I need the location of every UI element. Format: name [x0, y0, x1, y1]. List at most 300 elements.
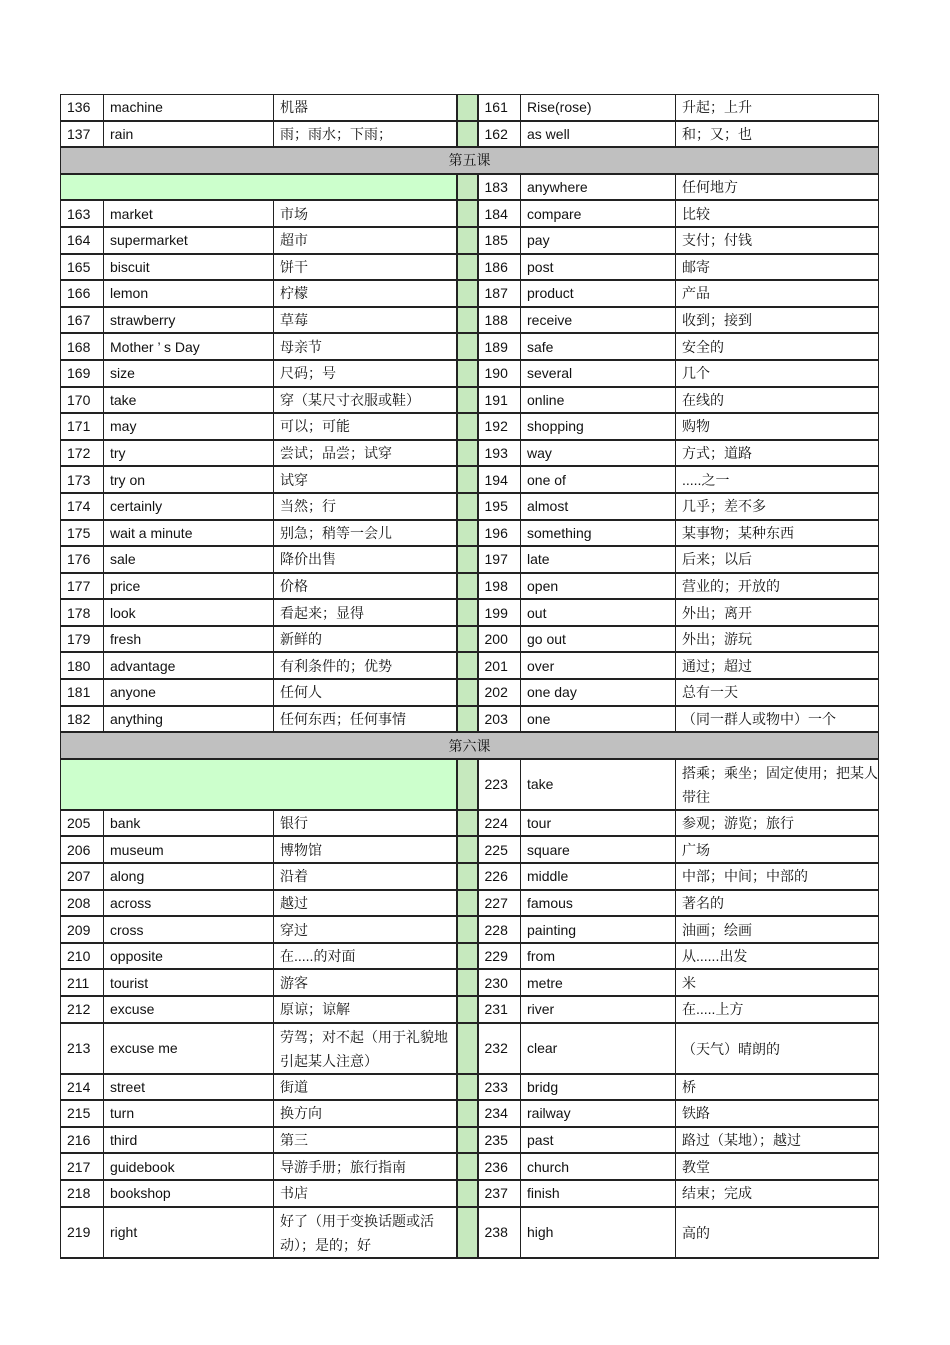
entry-word: go out — [521, 626, 676, 653]
blank-cell — [61, 759, 457, 810]
entry-word: past — [521, 1127, 676, 1154]
entry-word: excuse me — [104, 1023, 274, 1074]
column-separator — [457, 1180, 478, 1207]
lesson-header-row — [61, 732, 879, 759]
entry-meaning: 任何人 — [274, 679, 457, 706]
entry-meaning: 尺码；号 — [274, 360, 457, 387]
entry-word: museum — [104, 836, 274, 863]
table-row — [61, 996, 879, 1023]
entry-meaning: 书店 — [274, 1180, 457, 1207]
column-separator — [457, 520, 478, 547]
entry-word: cross — [104, 916, 274, 943]
entry-num: 203 — [478, 706, 521, 733]
entry-num: 164 — [61, 227, 104, 254]
vocabulary-table-body — [61, 95, 879, 1258]
entry-meaning: 邮寄 — [676, 254, 879, 281]
entry-meaning: 升起；上升 — [676, 95, 879, 121]
entry-meaning: 总有一天 — [676, 679, 879, 706]
column-separator — [457, 280, 478, 307]
entry-word: middle — [521, 863, 676, 890]
entry-meaning: 穿（某尺寸衣服或鞋） — [274, 387, 457, 414]
entry-meaning: 别急；稍等一会儿 — [274, 520, 457, 547]
entry-word: tourist — [104, 969, 274, 996]
column-separator — [457, 1100, 478, 1127]
table-row — [61, 706, 879, 733]
entry-num: 181 — [61, 679, 104, 706]
entry-meaning: 街道 — [274, 1074, 457, 1101]
column-separator — [457, 996, 478, 1023]
entry-word: square — [521, 836, 676, 863]
column-separator — [457, 1153, 478, 1180]
entry-num: 165 — [61, 254, 104, 281]
column-separator — [457, 626, 478, 653]
table-row — [61, 1074, 879, 1101]
entry-meaning: 后来；以后 — [676, 546, 879, 573]
entry-word: bridg — [521, 1074, 676, 1101]
entry-num: 179 — [61, 626, 104, 653]
entry-meaning: 路过（某地）；越过 — [676, 1127, 879, 1154]
entry-meaning: 油画；绘画 — [676, 916, 879, 943]
entry-word: market — [104, 200, 274, 227]
entry-meaning: 降价出售 — [274, 546, 457, 573]
entry-num: 202 — [478, 679, 521, 706]
column-separator — [457, 387, 478, 414]
table-row — [61, 890, 879, 917]
entry-word: one day — [521, 679, 676, 706]
entry-num: 195 — [478, 493, 521, 520]
table-row — [61, 1180, 879, 1207]
entry-num: 236 — [478, 1153, 521, 1180]
entry-num: 213 — [61, 1023, 104, 1074]
column-separator — [457, 943, 478, 970]
entry-meaning: 价格 — [274, 573, 457, 600]
entry-num: 211 — [61, 969, 104, 996]
entry-word: from — [521, 943, 676, 970]
entry-num: 227 — [478, 890, 521, 917]
column-separator — [457, 863, 478, 890]
entry-meaning: 外出；游玩 — [676, 626, 879, 653]
entry-word: excuse — [104, 996, 274, 1023]
entry-meaning: 换方向 — [274, 1100, 457, 1127]
column-separator — [457, 307, 478, 334]
entry-word: certainly — [104, 493, 274, 520]
entry-num: 180 — [61, 652, 104, 679]
table-row — [61, 1207, 879, 1258]
entry-meaning: 任何地方 — [676, 174, 879, 201]
entry-word: open — [521, 573, 676, 600]
entry-meaning: 越过 — [274, 890, 457, 917]
entry-meaning: 产品 — [676, 280, 879, 307]
entry-word: clear — [521, 1023, 676, 1074]
entry-word: product — [521, 280, 676, 307]
entry-meaning: 游客 — [274, 969, 457, 996]
entry-meaning: 方式；道路 — [676, 440, 879, 467]
table-row — [61, 413, 879, 440]
entry-num: 215 — [61, 1100, 104, 1127]
entry-num: 200 — [478, 626, 521, 653]
entry-num: 201 — [478, 652, 521, 679]
entry-num: 163 — [61, 200, 104, 227]
entry-num: 137 — [61, 121, 104, 148]
entry-meaning: 在.....的对面 — [274, 943, 457, 970]
entry-num: 196 — [478, 520, 521, 547]
entry-meaning: 参观；游览；旅行 — [676, 810, 879, 837]
column-separator — [457, 1023, 478, 1074]
entry-num: 208 — [61, 890, 104, 917]
entry-num: 218 — [61, 1180, 104, 1207]
entry-word: rain — [104, 121, 274, 148]
entry-word: way — [521, 440, 676, 467]
column-separator — [457, 493, 478, 520]
entry-meaning: 搭乘；乘坐；固定使用；把某人带往 — [676, 759, 879, 810]
entry-num: 178 — [61, 599, 104, 626]
column-separator — [457, 890, 478, 917]
column-separator — [457, 413, 478, 440]
entry-meaning: 著名的 — [676, 890, 879, 917]
entry-meaning: 从......出发 — [676, 943, 879, 970]
table-row — [61, 121, 879, 148]
column-separator — [457, 810, 478, 837]
entry-num: 216 — [61, 1127, 104, 1154]
entry-num: 232 — [478, 1023, 521, 1074]
entry-word: as well — [521, 121, 676, 148]
entry-num: 167 — [61, 307, 104, 334]
entry-meaning: 柠檬 — [274, 280, 457, 307]
entry-meaning: 收到；接到 — [676, 307, 879, 334]
entry-word: one — [521, 706, 676, 733]
entry-num: 226 — [478, 863, 521, 890]
entry-meaning: 市场 — [274, 200, 457, 227]
entry-meaning: 草莓 — [274, 307, 457, 334]
table-row — [61, 387, 879, 414]
entry-meaning: 试穿 — [274, 466, 457, 493]
entry-meaning: 和；又；也 — [676, 121, 879, 148]
column-separator — [457, 759, 478, 810]
entry-meaning: 任何东西；任何事情 — [274, 706, 457, 733]
entry-word: anyone — [104, 679, 274, 706]
entry-word: size — [104, 360, 274, 387]
entry-word: street — [104, 1074, 274, 1101]
entry-meaning: 母亲节 — [274, 333, 457, 360]
entry-meaning: 购物 — [676, 413, 879, 440]
column-separator — [457, 121, 478, 148]
entry-num: 176 — [61, 546, 104, 573]
entry-num: 182 — [61, 706, 104, 733]
table-row — [61, 679, 879, 706]
table-row — [61, 280, 879, 307]
column-separator — [457, 599, 478, 626]
entry-meaning: 某事物；某种东西 — [676, 520, 879, 547]
table-row — [61, 360, 879, 387]
entry-meaning: 高的 — [676, 1207, 879, 1258]
entry-num: 228 — [478, 916, 521, 943]
entry-num: 210 — [61, 943, 104, 970]
entry-num: 184 — [478, 200, 521, 227]
entry-meaning: 广场 — [676, 836, 879, 863]
entry-word: safe — [521, 333, 676, 360]
entry-meaning: 在线的 — [676, 387, 879, 414]
entry-num: 173 — [61, 466, 104, 493]
entry-meaning: 穿过 — [274, 916, 457, 943]
column-separator — [457, 573, 478, 600]
entry-meaning: 原谅；谅解 — [274, 996, 457, 1023]
table-row — [61, 546, 879, 573]
entry-word: almost — [521, 493, 676, 520]
entry-word: famous — [521, 890, 676, 917]
entry-meaning: 结束；完成 — [676, 1180, 879, 1207]
entry-word: turn — [104, 1100, 274, 1127]
entry-word: along — [104, 863, 274, 890]
column-separator — [457, 1074, 478, 1101]
entry-word: something — [521, 520, 676, 547]
entry-word: take — [104, 387, 274, 414]
entry-num: 191 — [478, 387, 521, 414]
entry-meaning: 营业的；开放的 — [676, 573, 879, 600]
entry-word: several — [521, 360, 676, 387]
entry-word: opposite — [104, 943, 274, 970]
entry-meaning: 几个 — [676, 360, 879, 387]
entry-word: one of — [521, 466, 676, 493]
entry-word: try — [104, 440, 274, 467]
entry-meaning: 比较 — [676, 200, 879, 227]
entry-num: 217 — [61, 1153, 104, 1180]
entry-num: 206 — [61, 836, 104, 863]
entry-num: 197 — [478, 546, 521, 573]
entry-num: 186 — [478, 254, 521, 281]
entry-word: advantage — [104, 652, 274, 679]
entry-word: guidebook — [104, 1153, 274, 1180]
entry-meaning: 博物馆 — [274, 836, 457, 863]
entry-meaning: 饼干 — [274, 254, 457, 281]
entry-meaning: 沿着 — [274, 863, 457, 890]
entry-num: 207 — [61, 863, 104, 890]
entry-word: pay — [521, 227, 676, 254]
entry-num: 185 — [478, 227, 521, 254]
entry-num: 234 — [478, 1100, 521, 1127]
entry-num: 199 — [478, 599, 521, 626]
column-separator — [457, 1207, 478, 1258]
entry-meaning: 中部；中间；中部的 — [676, 863, 879, 890]
table-row — [61, 200, 879, 227]
entry-word: late — [521, 546, 676, 573]
table-row — [61, 863, 879, 890]
table-row — [61, 916, 879, 943]
column-separator — [457, 200, 478, 227]
entry-meaning: 当然；行 — [274, 493, 457, 520]
entry-meaning: 通过；超过 — [676, 652, 879, 679]
entry-num: 168 — [61, 333, 104, 360]
lesson-title: 第五课 — [61, 147, 879, 174]
entry-word: lemon — [104, 280, 274, 307]
lesson-title: 第六课 — [61, 732, 879, 759]
entry-num: 229 — [478, 943, 521, 970]
entry-word: across — [104, 890, 274, 917]
entry-num: 172 — [61, 440, 104, 467]
column-separator — [457, 466, 478, 493]
entry-word: try on — [104, 466, 274, 493]
table-row — [61, 652, 879, 679]
column-separator — [457, 652, 478, 679]
column-separator — [457, 1127, 478, 1154]
table-row — [61, 573, 879, 600]
table-row — [61, 1023, 879, 1074]
column-separator — [457, 95, 478, 121]
entry-word: metre — [521, 969, 676, 996]
entry-meaning: 桥 — [676, 1074, 879, 1101]
column-separator — [457, 333, 478, 360]
entry-meaning: 可以；可能 — [274, 413, 457, 440]
table-row — [61, 1153, 879, 1180]
entry-word: out — [521, 599, 676, 626]
entry-word: price — [104, 573, 274, 600]
entry-num: 136 — [61, 95, 104, 121]
entry-meaning: （天气）晴朗的 — [676, 1023, 879, 1074]
entry-meaning: 外出；离开 — [676, 599, 879, 626]
entry-meaning: 有利条件的；优势 — [274, 652, 457, 679]
table-row — [61, 520, 879, 547]
entry-num: 214 — [61, 1074, 104, 1101]
table-row — [61, 254, 879, 281]
entry-num: 187 — [478, 280, 521, 307]
column-separator — [457, 836, 478, 863]
table-row — [61, 95, 879, 121]
entry-word: wait a minute — [104, 520, 274, 547]
entry-meaning: .....之一 — [676, 466, 879, 493]
entry-word: Rise(rose) — [521, 95, 676, 121]
column-separator — [457, 916, 478, 943]
entry-word: compare — [521, 200, 676, 227]
entry-meaning: 第三 — [274, 1127, 457, 1154]
entry-meaning: 好了（用于变换话题或活动）；是的；好 — [274, 1207, 457, 1258]
entry-num: 192 — [478, 413, 521, 440]
entry-word: anywhere — [521, 174, 676, 201]
entry-word: take — [521, 759, 676, 810]
entry-word: receive — [521, 307, 676, 334]
entry-num: 233 — [478, 1074, 521, 1101]
table-row — [61, 466, 879, 493]
table-row — [61, 969, 879, 996]
column-separator — [457, 360, 478, 387]
entry-word: strawberry — [104, 307, 274, 334]
entry-num: 161 — [478, 95, 521, 121]
entry-meaning: 安全的 — [676, 333, 879, 360]
entry-num: 175 — [61, 520, 104, 547]
table-row — [61, 759, 879, 810]
table-row — [61, 440, 879, 467]
entry-meaning: 银行 — [274, 810, 457, 837]
entry-num: 198 — [478, 573, 521, 600]
entry-num: 174 — [61, 493, 104, 520]
entry-word: right — [104, 1207, 274, 1258]
entry-num: 238 — [478, 1207, 521, 1258]
entry-num: 209 — [61, 916, 104, 943]
entry-meaning: 米 — [676, 969, 879, 996]
entry-meaning: 导游手册；旅行指南 — [274, 1153, 457, 1180]
entry-meaning: 雨；雨水；下雨； — [274, 121, 457, 148]
entry-num: 230 — [478, 969, 521, 996]
table-row — [61, 174, 879, 201]
table-row — [61, 1100, 879, 1127]
entry-word: look — [104, 599, 274, 626]
column-separator — [457, 227, 478, 254]
table-row — [61, 626, 879, 653]
entry-meaning: 劳驾；对不起（用于礼貌地引起某人注意） — [274, 1023, 457, 1074]
entry-num: 171 — [61, 413, 104, 440]
entry-word: sale — [104, 546, 274, 573]
entry-word: anything — [104, 706, 274, 733]
entry-word: shopping — [521, 413, 676, 440]
blank-cell — [61, 174, 457, 201]
entry-num: 169 — [61, 360, 104, 387]
entry-num: 188 — [478, 307, 521, 334]
entry-word: railway — [521, 1100, 676, 1127]
entry-num: 237 — [478, 1180, 521, 1207]
entry-word: over — [521, 652, 676, 679]
column-separator — [457, 546, 478, 573]
entry-word: church — [521, 1153, 676, 1180]
entry-num: 166 — [61, 280, 104, 307]
entry-word: supermarket — [104, 227, 274, 254]
entry-num: 212 — [61, 996, 104, 1023]
entry-num: 231 — [478, 996, 521, 1023]
entry-meaning: 支付；付钱 — [676, 227, 879, 254]
table-row — [61, 810, 879, 837]
column-separator — [457, 706, 478, 733]
entry-meaning: 铁路 — [676, 1100, 879, 1127]
entry-word: tour — [521, 810, 676, 837]
entry-num: 189 — [478, 333, 521, 360]
entry-word: online — [521, 387, 676, 414]
entry-meaning: 尝试；品尝；试穿 — [274, 440, 457, 467]
column-separator — [457, 679, 478, 706]
entry-meaning: 超市 — [274, 227, 457, 254]
entry-num: 205 — [61, 810, 104, 837]
column-separator — [457, 440, 478, 467]
table-row — [61, 307, 879, 334]
table-row — [61, 1127, 879, 1154]
entry-num: 194 — [478, 466, 521, 493]
entry-num: 162 — [478, 121, 521, 148]
entry-meaning: 看起来；显得 — [274, 599, 457, 626]
entry-num: 170 — [61, 387, 104, 414]
entry-word: bookshop — [104, 1180, 274, 1207]
entry-word: biscuit — [104, 254, 274, 281]
entry-word: fresh — [104, 626, 274, 653]
table-row — [61, 836, 879, 863]
entry-word: finish — [521, 1180, 676, 1207]
entry-word: machine — [104, 95, 274, 121]
column-separator — [457, 969, 478, 996]
entry-meaning: 机器 — [274, 95, 457, 121]
entry-word: post — [521, 254, 676, 281]
entry-num: 219 — [61, 1207, 104, 1258]
entry-word: painting — [521, 916, 676, 943]
table-row — [61, 493, 879, 520]
column-separator — [457, 254, 478, 281]
entry-num: 235 — [478, 1127, 521, 1154]
entry-word: Mother ’ s Day — [104, 333, 274, 360]
table-row — [61, 943, 879, 970]
entry-word: river — [521, 996, 676, 1023]
table-row — [61, 227, 879, 254]
entry-num: 225 — [478, 836, 521, 863]
entry-meaning: 教堂 — [676, 1153, 879, 1180]
entry-meaning: （同一群人或物中）一个 — [676, 706, 879, 733]
vocabulary-table — [60, 94, 879, 1259]
entry-num: 183 — [478, 174, 521, 201]
table-row — [61, 333, 879, 360]
entry-num: 224 — [478, 810, 521, 837]
